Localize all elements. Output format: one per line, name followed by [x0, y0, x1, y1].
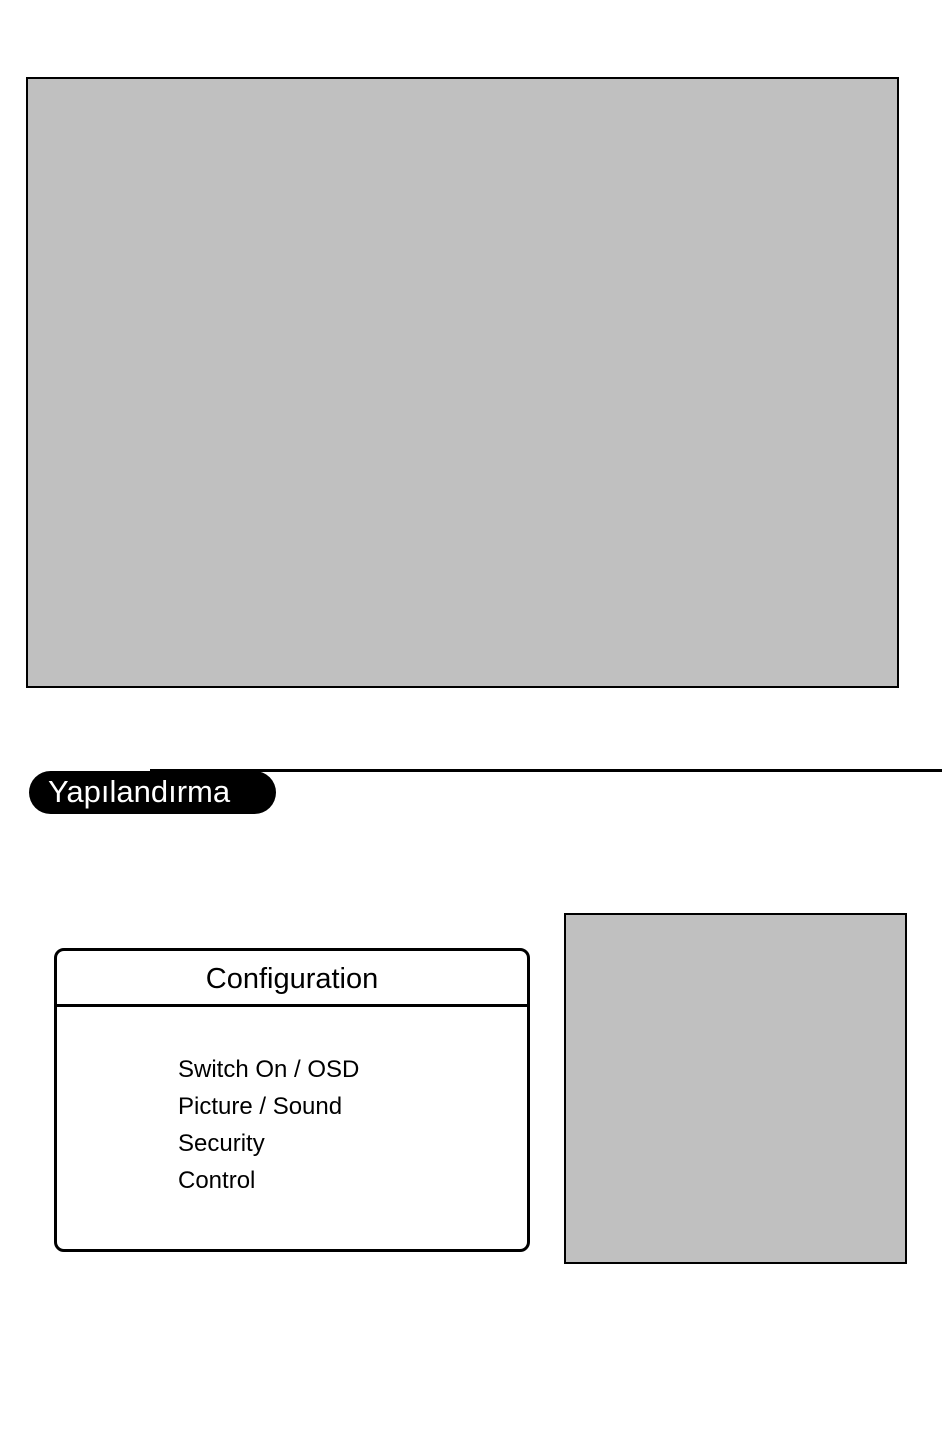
menu-list — [178, 1051, 359, 1199]
menu-item-control[interactable]: Control — [178, 1167, 256, 1194]
section-heading — [29, 771, 276, 814]
section-divider — [150, 769, 942, 772]
section-heading-text: Yapılandırma — [48, 774, 231, 809]
placeholder-image-top — [26, 77, 899, 688]
menu-item-switch-on-osd[interactable]: Switch On / OSD — [178, 1056, 360, 1083]
menu-title: Configuration — [57, 951, 527, 1007]
menu-item-picture-sound[interactable]: Picture / Sound — [178, 1093, 343, 1120]
menu-item-security[interactable]: Security — [178, 1130, 265, 1157]
configuration-menu — [54, 948, 530, 1252]
placeholder-image-side — [564, 913, 907, 1264]
